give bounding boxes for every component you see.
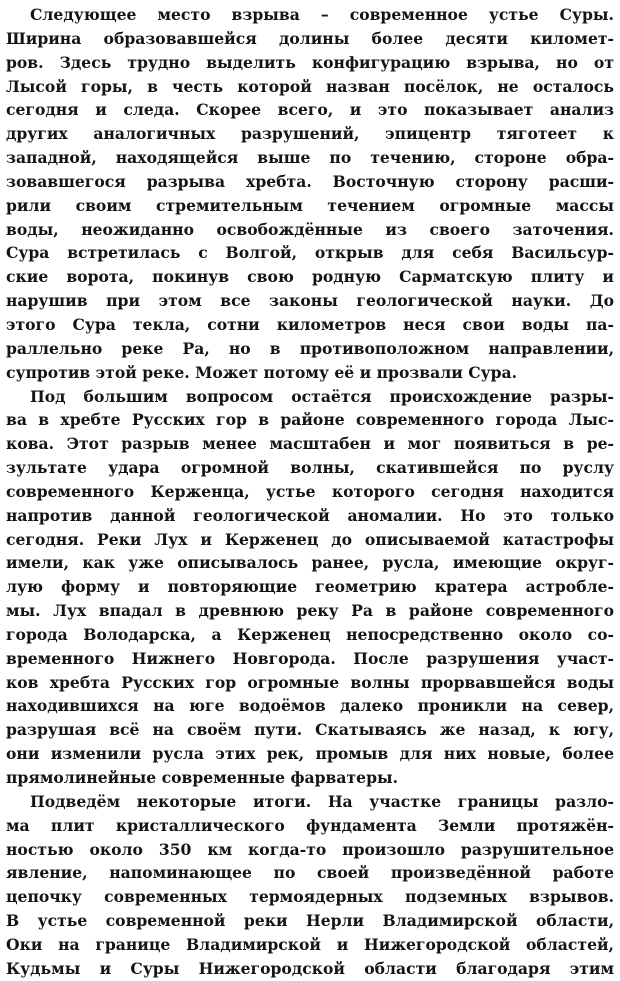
- text-line: Лысой горы, в честь которой назван посёлок, не осталось: [6, 76, 614, 96]
- text-line: Подведём некоторые итоги. На участке границы разло-: [30, 791, 614, 811]
- text-line: цепочку современных термоядерных подземных взрывов.: [6, 887, 614, 907]
- text-line: временного Нижнего Новгорода. После разрушения участ-: [6, 648, 614, 668]
- text-line: западной, находящейся выше по течению, стороне обра-: [6, 148, 614, 168]
- text-line: напротив данной геологической аномалии. Но это только: [6, 505, 614, 525]
- text-line: находившихся на юге водоёмов далеко проникли на север,: [6, 696, 614, 716]
- text-line: воды, неожиданно освобождённые из своего заточения.: [6, 219, 614, 239]
- text-line: раллельно реке Ра, но в противоположном направлении,: [6, 338, 614, 358]
- text-line: Кудьмы и Суры Нижегородской области благодаря этим: [6, 958, 614, 978]
- text-line: разрушая всё на своём пути. Скатываясь же назад, к югу,: [6, 720, 614, 740]
- text-line: Следующее место взрыва – современное устье Суры.: [30, 5, 614, 24]
- text-line: В устье современной реки Нерли Владимирской области,: [6, 911, 614, 931]
- text-line: ностью около 350 км когда-то произошло разрушительное: [6, 839, 614, 859]
- text-line: Сура встретилась с Волгой, открыв для себя Васильсур-: [6, 243, 614, 263]
- text-line: современного Керженца, устье которого сегодня находится: [6, 481, 614, 501]
- text-line: зовавшегося разрыва хребта. Восточную сторону расши-: [6, 171, 614, 191]
- text-line: они изменили русла этих рек, промыв для них новые, более: [6, 744, 614, 764]
- text-line: зультате удара огромной волны, скатившейся по руслу: [6, 458, 614, 478]
- text-line: лую форму и повторяющие геометрию кратера астробле-: [6, 577, 614, 597]
- text-line: города Володарска, а Керженец непосредственно около со-: [6, 624, 614, 644]
- text-line: рили своим стремительным течением огромные массы: [6, 195, 614, 215]
- text-line: ва в хребте Русских гор в районе современного города Лыс-: [6, 410, 614, 430]
- text-line: ров. Здесь трудно выделить конфигурацию взрыва, но от: [6, 52, 614, 72]
- text-line: ков хребта Русских гор огромные волны прорвавшейся воды: [6, 672, 614, 692]
- text-line: Ширина образовавшейся долины более десяти километ-: [6, 28, 614, 48]
- text-line: ма плит кристаллического фундамента Земли протяжён-: [6, 815, 614, 835]
- text-line: Под большим вопросом остаётся происхождение разры-: [30, 386, 614, 406]
- paragraph-lyskovo: [6, 385, 614, 790]
- text-line: супротив этой реке. Может потому её и прозвали Сура.: [6, 362, 518, 382]
- text-line: сегодня. Реки Лух и Керженец до описываемой катастрофы: [6, 529, 614, 549]
- text-line: сегодня и следа. Скорее всего, и это показывает анализ: [6, 100, 614, 120]
- text-line: этого Сура текла, сотни километров неся свои воды па-: [6, 314, 614, 334]
- text-line: прямолинейные современные фарватеры.: [6, 768, 399, 787]
- text-line: ские ворота, покинув свою родную Сарматскую плиту и: [6, 267, 614, 287]
- text-line: Оки на границе Владимирской и Нижегородской областей,: [6, 934, 614, 954]
- text-line: явление, напоминающее по своей произведённой работе: [6, 863, 614, 883]
- text-line: имели, как уже описывалось ранее, русла, имеющие округ-: [6, 553, 614, 573]
- text-line: нарушив при этом все законы геологической науки. До: [6, 291, 614, 311]
- paragraph-sura: [6, 3, 614, 385]
- text-line: кова. Этот разрыв менее масштабен и мог появиться в ре-: [6, 434, 614, 454]
- paragraph-summary: [6, 790, 614, 981]
- text-line: других аналогичных разрушений, эпицентр тяготеет к: [6, 124, 614, 144]
- text-line: мы. Лух впадал в древнюю реку Ра в районе современного: [6, 601, 614, 621]
- document-page: [6, 3, 614, 981]
